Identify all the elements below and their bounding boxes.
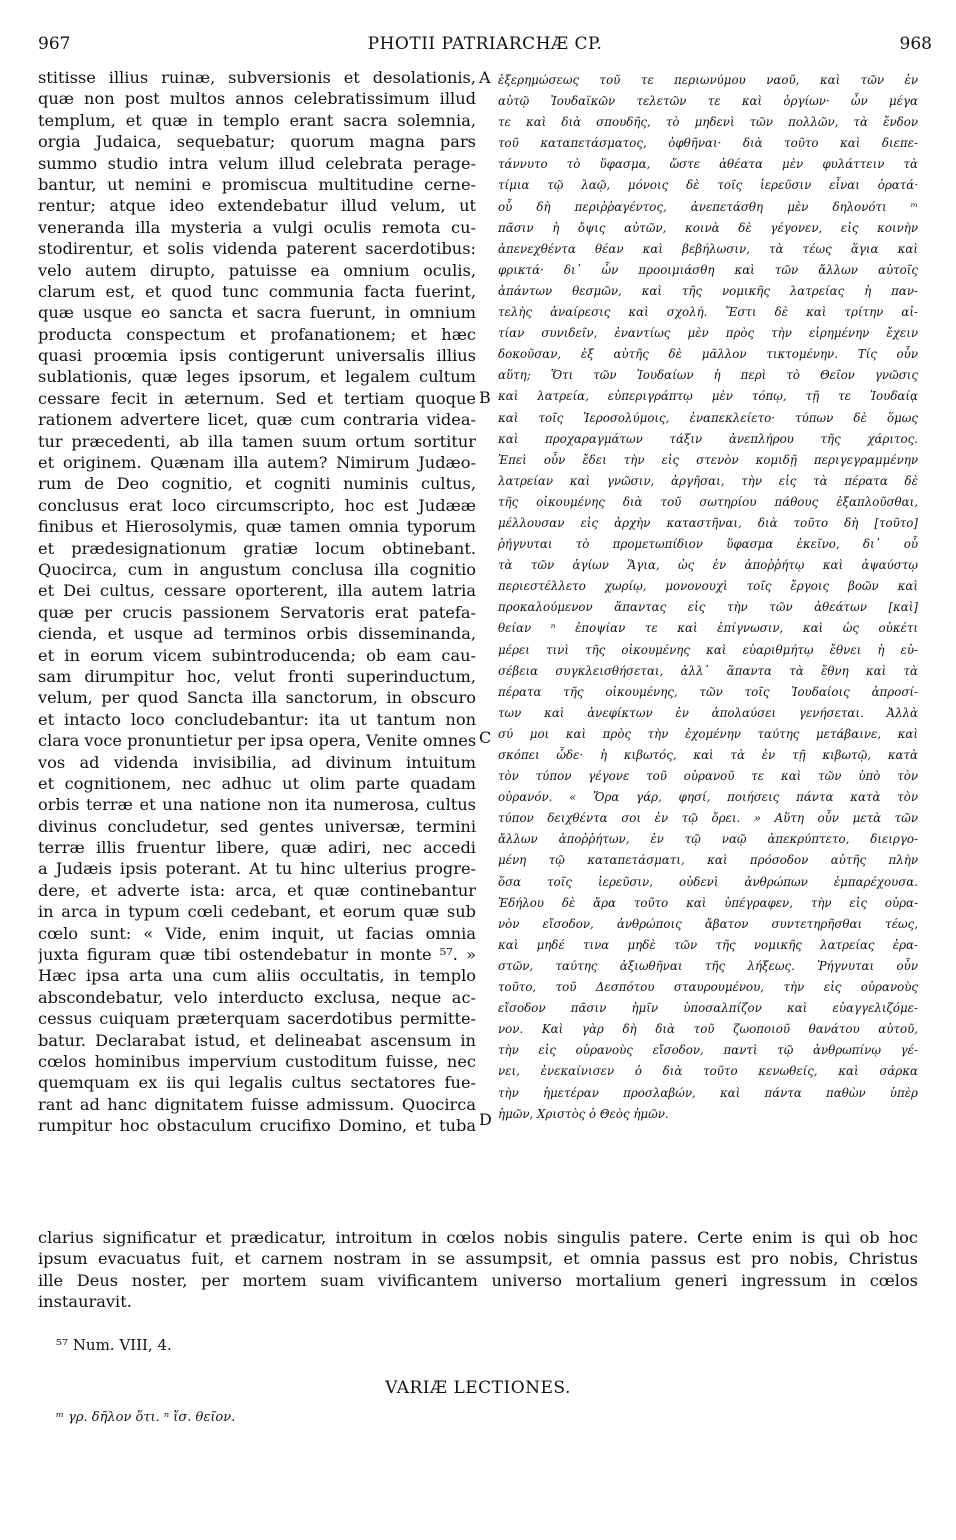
greek-text-line: νει, ἐνεκαίνισεν ὁ διὰ τοῦτο κενωθείς, καὶ σάρκα xyxy=(498,1064,918,1079)
latin-text-line: divinus concludetur, sed gentes universæ, termini xyxy=(38,816,476,836)
greek-text-line: τίμια τῷ λαῷ, μόνοις δὲ τοῖς ἱερεῦσιν εἶναι ὁρατά· xyxy=(498,178,918,193)
latin-text-line: stodirentur, et solis videnda paterent sacerdotibus: xyxy=(38,239,476,259)
greek-text-line: νὸν εἴσοδον, ἀνθρώποις ἄβατον συντετηρῆσθαι τέως, xyxy=(498,916,918,931)
latin-text-line: et originem. Quænam illa autem? Nimirum Judæo- xyxy=(38,453,476,473)
full-width-text-line: ille Deus noster, per mortem suam vivificantem universo mortalium generi ingressum in cœlos xyxy=(38,1270,918,1290)
latin-text-line: quasi proœmia ipsis contigerunt universalis illius xyxy=(38,346,476,366)
greek-text-line: μέλλουσαν εἰς ἀρχὴν καταστῆναι, διὰ τοῦτο δὴ [τοῦτο] xyxy=(498,515,918,530)
latin-text-line: cœlo sunt: « Vide, enim inquit, ut facias omnia xyxy=(38,923,476,943)
greek-text-line: οὐρανόν. « Ὅρα γάρ, φησί, ποιήσεις πάντα κατὰ τὸν xyxy=(498,790,918,805)
greek-text-line: περιεστέλλετο χωρίῳ, μονονουχὶ τοῖς ἔργοις βοῶν καὶ xyxy=(498,579,918,594)
latin-text-line: et in eorum vicem subintroducenda; ob eam cau- xyxy=(38,645,476,665)
greek-text-line: λατρείαν καὶ γνῶσιν, ἀργῆσαι, τὴν εἰς τὰ πέρατα δὲ xyxy=(498,473,918,488)
greek-text-line: τε καὶ διὰ σπουδῆς, τὸ μηδενὶ τῶν πολλῶν, τὰ ἔνδον xyxy=(498,115,918,130)
greek-text-line: καὶ μηδέ τινα μηδὲ τῶν τῆς νομικῆς λατρείας ἐρα- xyxy=(498,937,918,952)
running-header xyxy=(38,34,932,58)
greek-text-line: ῥήγνυται τὸ προμετωπίδιον ὕφασμα ἐκεῖνο, δι᾽ οὗ xyxy=(498,537,918,552)
latin-text-line: Quocirca, cum in angustum conclusa illa cognitio xyxy=(38,559,476,579)
latin-text-line: in arca in typum cœli cedebant, et eorum quæ sub xyxy=(38,902,476,922)
greek-text-line: νον. Καὶ γὰρ δὴ διὰ τοῦ ζωοποιοῦ θανάτου αὐτοῦ, xyxy=(498,1022,918,1037)
full-width-text-line: ipsum evacuatus fuit, et carnem nostram in se assumpsit, et omnia passus est pro nobis, Christus xyxy=(38,1249,918,1269)
latin-text-line: cessus cuiquam præterquam sacerdotibus permitte- xyxy=(38,1009,476,1029)
greek-column xyxy=(498,70,918,1125)
latin-text-line: et intacto loco concludebantur: ita ut tantum non xyxy=(38,709,476,729)
latin-text-line: tur præcedenti, ab illa tamen suum ortum sortitur xyxy=(38,431,476,451)
greek-text-line: τοῦτο, τοῦ Δεσπότου σταυρουμένου, τὴν εἰς οὐρανοὺς xyxy=(498,980,918,995)
greek-text-line: πέρατα τῆς οἰκουμένης, τῶν τοῖς Ἰουδαίοις ἀπροσί- xyxy=(498,684,918,699)
latin-text-line: clara voce pronuntietur per ipsa opera, Venite omnes xyxy=(38,731,476,751)
latin-text-line: veneranda illa mysteria a vulgi oculis remota cu- xyxy=(38,217,476,237)
latin-text-line: abscondebatur, velo interducto exclusa, neque ac- xyxy=(38,987,476,1007)
greek-text-line: φρικτά· δι᾽ ὧν προοιμιάσθη καὶ τῶν ἄλλων αὐτοῖς xyxy=(498,262,918,277)
greek-text-line: τελὴς ἀναίρεσις καὶ σχολή. Ἔστι δὲ καὶ τρίτην αἰ- xyxy=(498,305,918,320)
latin-text-line: batur. Declarabat istud, et delineabat ascensum in xyxy=(38,1030,476,1050)
variae-lectiones-heading: VARIÆ LECTIONES. xyxy=(385,1378,571,1398)
greek-text-line: τάννυτο τὸ ὕφασμα, ὥστε ἀθέατα μὲν φυλάττειν τὰ xyxy=(498,157,918,172)
greek-text-line: καὶ τοῖς Ἱεροσολύμοις, ἐναπεκλείετο· τύπων δὲ ὅμως xyxy=(498,410,918,425)
full-width-text-line: clarius significatur et prædicatur, introitum in cœlos nobis singulis patere. Certe enim is qui ob hoc xyxy=(38,1228,918,1247)
latin-text-line: Hæc ipsa arta una cum aliis occultatis, in templo xyxy=(38,966,476,986)
greek-text-line: πᾶσιν ἡ ὄψις αὐτῶν, κοινὰ δὲ γέγονεν, εἰς κοινὴν xyxy=(498,220,918,235)
latin-text-line: summo studio intra velum illud celebrata perage- xyxy=(38,153,476,173)
greek-text-line: Ἐδήλου δὲ ἄρα τοῦτο καὶ ὑπέγραφεν, τὴν εἰς οὐρα- xyxy=(498,895,918,910)
greek-text-line: ἀπενεχθέντα θέαν καὶ βεβήλωσιν, τὰ τέως ἅγια καὶ xyxy=(498,241,918,256)
page-number-left: 967 xyxy=(38,34,71,54)
greek-text-line: αὕτη; Ὅτι τῶν Ἰουδαίων ἡ περὶ τὸ Θεῖον γνῶσις xyxy=(498,368,918,383)
greek-text-line: Ἐπεὶ οὖν ἔδει τὴν εἰς στενὸν κομιδῇ περιγεγραμμένην xyxy=(498,452,918,467)
latin-text-line: et cognitionem, nec adhuc ut olim parte quadam xyxy=(38,773,476,793)
latin-text-line: stitisse illius ruinæ, subversionis et desolationis, xyxy=(38,68,476,87)
section-marker-b: B xyxy=(479,388,491,407)
greek-text-line: ἡμῶν, Χριστὸς ὁ Θεὸς ἡμῶν. xyxy=(498,1106,669,1121)
full-width-text-line: instauravit. xyxy=(38,1292,132,1312)
greek-text-line: σκόπει ὧδε· ἡ κιβωτός, καὶ τὰ ἐν τῇ κιβωτῷ, κατὰ xyxy=(498,748,918,762)
latin-text-line: quemquam ex iis qui legalis cultus sectatores fue- xyxy=(38,1073,476,1093)
latin-text-line: rum de Deo cognitio, et cogniti numinis cultus, xyxy=(38,474,476,494)
greek-text-line: καὶ λατρεία, εὐπεριγράπτῳ μὲν τόπῳ, τῇ τε Ἰουδαίᾳ xyxy=(498,389,918,404)
greek-text-line: δοκοῦσαν, ἐξ αὐτῆς δὲ μᾶλλον τικτομένην. Τίς οὖν xyxy=(498,347,918,362)
latin-text-line: et Dei cultus, cessare oporterent, illa autem latria xyxy=(38,581,476,601)
greek-text-line: μέρει τινὶ τῆς οἰκουμένης καὶ εὐαριθμήτῳ ἔθνει ἡ εὐ- xyxy=(498,642,918,657)
latin-text-line: velo autem dirupto, patuisse ea omnium oculis, xyxy=(38,260,476,280)
latin-text-line: cessare fecit in æternum. Sed et tertiam quoque xyxy=(38,388,476,408)
section-marker-a: A xyxy=(479,68,491,87)
greek-text-line: τὴν ἡμετέραν προσλαβών, καὶ πάντα παθὼν ὑπὲρ xyxy=(498,1085,918,1100)
greek-text-line: οὗ δὴ περιῤῥαγέντος, ἀνεπετάσθη μὲν δηλονότι ᵐ xyxy=(498,199,918,214)
latin-text-line: templum, et quæ in templo erant sacra solemnia, xyxy=(38,110,476,130)
latin-text-line: bantur, ut nemini e promiscua multitudine cerne- xyxy=(38,174,476,194)
greek-text-line: τὴν εἰς οὐρανοὺς εἴσοδον, παντὶ τῷ ἀνθρωπίνῳ γέ- xyxy=(498,1043,918,1058)
greek-text-line: των καὶ ἀνεφίκτων ἐν ἀπολαύσει γενήσεται. Ἀλλὰ xyxy=(498,705,918,720)
greek-text-line: ἐξερημώσεως τοῦ τε περιωνύμου ναοῦ, καὶ τῶν ἐν xyxy=(498,73,918,87)
latin-text-line: rationem advertere licet, quæ cum contraria videa- xyxy=(38,410,476,430)
greek-text-line: τίαν συνιδεῖν, ἐναντίως μὲν πρὸς τὴν εἰρημένην ἔχειν xyxy=(498,326,918,341)
latin-text-line: terræ illis fruentur libere, quæ adiri, nec accedi xyxy=(38,838,476,858)
greek-text-line: καὶ προχαραγμάτων τάξιν ἀνεπλήρου τῆς χάριτος. xyxy=(498,431,918,446)
latin-text-line: quæ non post multos annos celebratissimum illud xyxy=(38,89,476,109)
page-number-right: 968 xyxy=(899,34,932,54)
latin-text-line: rant ad hanc dignitatem fuisse admissum. Quocirca xyxy=(38,1094,476,1114)
latin-column xyxy=(38,67,476,1137)
variae-lectiones-note: ᵐ γρ. δῆλον ὅτι. ⁿ ἴσ. θεῖον. xyxy=(56,1410,236,1425)
greek-text-line: τοῦ καταπετάσματος, ὀφθῆναι· διὰ τοῦτο καὶ διεπε- xyxy=(498,136,918,151)
latin-text-line: cienda, et usque ad terminos orbis disseminanda, xyxy=(38,624,476,644)
greek-text-line: σύ μοι καὶ πρὸς τὴν ἐχομένην ταύτης μετάβαινε, καὶ xyxy=(498,726,918,741)
latin-text-line: rentur; atque ideo extendebatur illud velum, ut xyxy=(38,196,476,216)
page-title: PHOTII PATRIARCHÆ CP. xyxy=(367,34,603,54)
latin-text-line: rumpitur hoc obstaculum crucifixo Domino, et tuba xyxy=(38,1116,476,1136)
greek-text-line: τὰ τῶν ἁγίων Ἅγια, ὡς ἐν ἀποῤῥήτῳ καὶ ἀψαύστῳ xyxy=(498,558,918,573)
greek-text-line: ἄλλων ἀποῤῥήτων, ἐν τῷ ναῷ ἀπεκρύπτετο, διειργο- xyxy=(498,832,918,847)
latin-text-line: cœlos hominibus impervium custoditum fuisse, nec xyxy=(38,1051,476,1071)
latin-text-line: orbis terræ et una natione non ita numerosa, cultus xyxy=(38,795,476,815)
greek-text-line: τὸν τύπον γέγονε τοῦ οὐρανοῦ τε καὶ τῶν ὑπὸ τὸν xyxy=(498,769,918,784)
greek-text-line: εἴσοδον πᾶσιν ἡμῖν ὑποσαλπίζον καὶ εὐαγγελιζόμε- xyxy=(498,1001,918,1016)
latin-text-line: orgia Judaica, sequebatur; quorum magna pars xyxy=(38,132,476,152)
section-marker-d: D xyxy=(479,1110,492,1129)
footnote: ⁵⁷ Num. VIII, 4. xyxy=(56,1336,172,1354)
greek-text-line: ὅσα τοῖς ἱερεῦσιν, οὐδενὶ ἀνθρώπων ἐμπαρέχουσα. xyxy=(498,874,918,889)
greek-text-line: θείαν ⁿ ἐποψίαν τε καὶ ἐπίγνωσιν, καὶ ὡς οὐκέτι xyxy=(498,621,918,636)
latin-text-line: vos ad videnda invisibilia, ad divinum intuitum xyxy=(38,752,476,772)
latin-text-line: quæ usque eo sancta et sacra fuerunt, in omnium xyxy=(38,303,476,323)
greek-text-line: τύπον δειχθέντα σοι ἐν τῷ ὄρει. » Αὕτη οὖν μετὰ τῶν xyxy=(498,811,918,826)
latin-text-line: sam dirumpitur hoc, velut fronti superinductum, xyxy=(38,666,476,686)
latin-text-line: quæ per crucis passionem Servatoris erat patefa- xyxy=(38,602,476,622)
greek-text-line: τῆς οἰκουμένης διὰ τοῦ σωτηρίου πάθους ἐξαπλοῦσθαι, xyxy=(498,494,918,509)
greek-text-line: στῶν, ταύτης ἀξιωθῆναι τῆς λήξεως. Ῥήγνυται οὖν xyxy=(498,958,918,973)
latin-text-line: producta conspectum et profanationem; et hæc xyxy=(38,324,476,344)
greek-text-line: σέβεια συγκλεισθήσεται, ἀλλ᾽ ἅπαντα τὰ ἔθνη καὶ τὰ xyxy=(498,663,918,678)
latin-text-line: velum, per quod Sancta illa sanctorum, in obscuro xyxy=(38,688,476,708)
latin-text-line: dere, et adverte ista: arca, et quæ continebantur xyxy=(38,880,476,900)
latin-text-line: finibus et Hierosolymis, quæ tamen omnia typorum xyxy=(38,517,476,537)
latin-text-line: clarum est, et quod tunc communia facta fuerint, xyxy=(38,281,476,301)
greek-text-line: αὐτῷ Ἰουδαϊκῶν τελετῶν τε καὶ ὀργίων· ὧν μέγα xyxy=(498,94,918,109)
section-marker-c: C xyxy=(479,728,492,747)
latin-text-line: conclusus erat loco circumscripto, hoc est Judææ xyxy=(38,495,476,515)
greek-text-line: ἁπάντων θεσμῶν, καὶ τῆς νομικῆς λατρείας ἡ παν- xyxy=(498,283,918,298)
latin-text-line: et prædesignationum gratiæ locum obtinebant. xyxy=(38,538,476,558)
latin-text-line: a Judæis ipsis poterant. At tu hinc ulterius progre- xyxy=(38,859,476,879)
greek-text-line: προκαλούμενον ἅπαντας εἰς τὴν τῶν ἀθεάτων [καὶ] xyxy=(498,600,918,615)
full-width-text xyxy=(38,1227,918,1313)
greek-text-line: μένη τῷ καταπετάσματι, καὶ πρόσοδον αὐτῆς πλὴν xyxy=(498,853,918,868)
latin-text-line: juxta figuram quæ tibi ostendebatur in monte ⁵⁷. » xyxy=(38,945,476,965)
latin-text-line: sublationis, quæ leges ipsorum, et legalem cultum xyxy=(38,367,476,387)
